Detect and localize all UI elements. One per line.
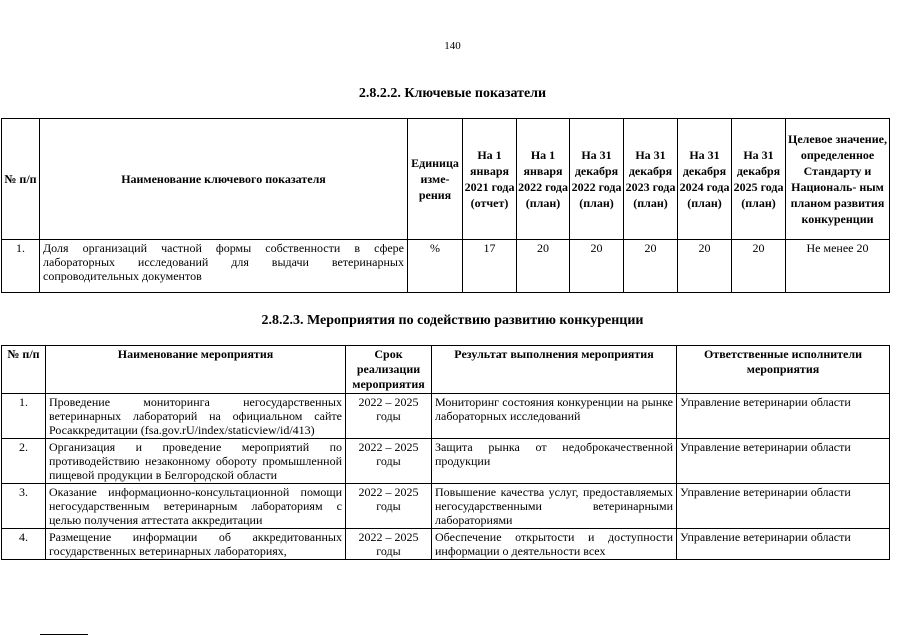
cell-2025: 20	[732, 240, 786, 293]
table-header-row	[2, 346, 890, 394]
measures-table	[1, 345, 890, 560]
header-2022-dec: На 31 декабря 2022 года (план)	[570, 119, 624, 240]
cell-responsible: Управление ветеринарии области	[677, 394, 890, 439]
table-row	[2, 394, 890, 439]
cell-unit: %	[408, 240, 463, 293]
cell-num: 1.	[2, 394, 46, 439]
cell-num: 1.	[2, 240, 40, 293]
cell-2023: 20	[624, 240, 678, 293]
header-2021: На 1 января 2021 года (отчет)	[463, 119, 517, 240]
cell-target: Не менее 20	[786, 240, 890, 293]
cell-term: 2022 – 2025 годы	[346, 439, 432, 484]
cell-2021: 17	[463, 240, 517, 293]
table-row	[2, 439, 890, 484]
header-num: № п/п	[2, 119, 40, 240]
cell-2022-dec: 20	[570, 240, 624, 293]
cell-responsible: Управление ветеринарии области	[677, 529, 890, 560]
header-num: № п/п	[2, 346, 46, 394]
header-2022-jan: На 1 января 2022 года (план)	[517, 119, 570, 240]
page-number: 140	[444, 40, 461, 52]
header-2023: На 31 декабря 2023 года (план)	[624, 119, 678, 240]
cell-num: 3.	[2, 484, 46, 529]
cell-term: 2022 – 2025 годы	[346, 529, 432, 560]
header-term: Срок реализации мероприятия	[346, 346, 432, 394]
section-title-key-indicators: 2.8.2.2. Ключевые показатели	[358, 86, 547, 101]
cell-2024: 20	[678, 240, 732, 293]
table-row	[2, 484, 890, 529]
cell-measure-name: Проведение мониторинга негосударственных ветеринарных лабораторий на официальном сайте Росаккредитации (fsa.gov.rU/index/staticview/id/413)	[46, 394, 346, 439]
table-row	[2, 240, 890, 293]
table-header-row	[2, 119, 890, 240]
cell-measure-name: Организация и проведение мероприятий по противодействию незаконному обороту промышленной пищевой продукции в Белгородской области	[46, 439, 346, 484]
cell-indicator-name: Доля организаций частной формы собственности в сфере лабораторных исследований для выдачи ветеринарных сопроводительных документов	[40, 240, 408, 293]
header-measure-name: Наименование мероприятия	[46, 346, 346, 394]
header-2025: На 31 декабря 2025 года (план)	[732, 119, 786, 240]
header-indicator-name: Наименование ключевого показателя	[40, 119, 408, 240]
cell-term: 2022 – 2025 годы	[346, 394, 432, 439]
cell-responsible: Управление ветеринарии области	[677, 484, 890, 529]
header-2024: На 31 декабря 2024 года (план)	[678, 119, 732, 240]
header-responsible: Ответственные исполнители мероприятия	[677, 346, 890, 394]
header-unit: Единица изме- рения	[408, 119, 463, 240]
cell-responsible: Управление ветеринарии области	[677, 439, 890, 484]
section-title-measures: 2.8.2.3. Мероприятия по содействию развитию конкуренции	[261, 313, 644, 328]
header-target: Целевое значение, определенное Стандарту и Националь- ным планом развития конкуренции	[786, 119, 890, 240]
header-result: Результат выполнения мероприятия	[432, 346, 677, 394]
cell-term: 2022 – 2025 годы	[346, 484, 432, 529]
cell-result: Защита рынка от недоброкачественной продукции	[432, 439, 677, 484]
cell-result: Мониторинг состояния конкуренции на рынке лабораторных исследований	[432, 394, 677, 439]
cell-num: 4.	[2, 529, 46, 560]
cell-2022-jan: 20	[517, 240, 570, 293]
key-indicators-table	[1, 118, 890, 293]
cell-measure-name: Размещение информации об аккредитованных государственных ветеринарных лабораториях,	[46, 529, 346, 560]
cell-result: Повышение качества услуг, предоставляемых негосударственными ветеринарными лабораториями	[432, 484, 677, 529]
cell-result: Обеспечение открытости и доступности информации о деятельности всех	[432, 529, 677, 560]
footnote-divider	[40, 634, 88, 635]
cell-measure-name: Оказание информационно-консультационной помощи негосударственным ветеринарным лабораториям с целью получения аттестата аккредитации	[46, 484, 346, 529]
table-row	[2, 529, 890, 560]
cell-num: 2.	[2, 439, 46, 484]
